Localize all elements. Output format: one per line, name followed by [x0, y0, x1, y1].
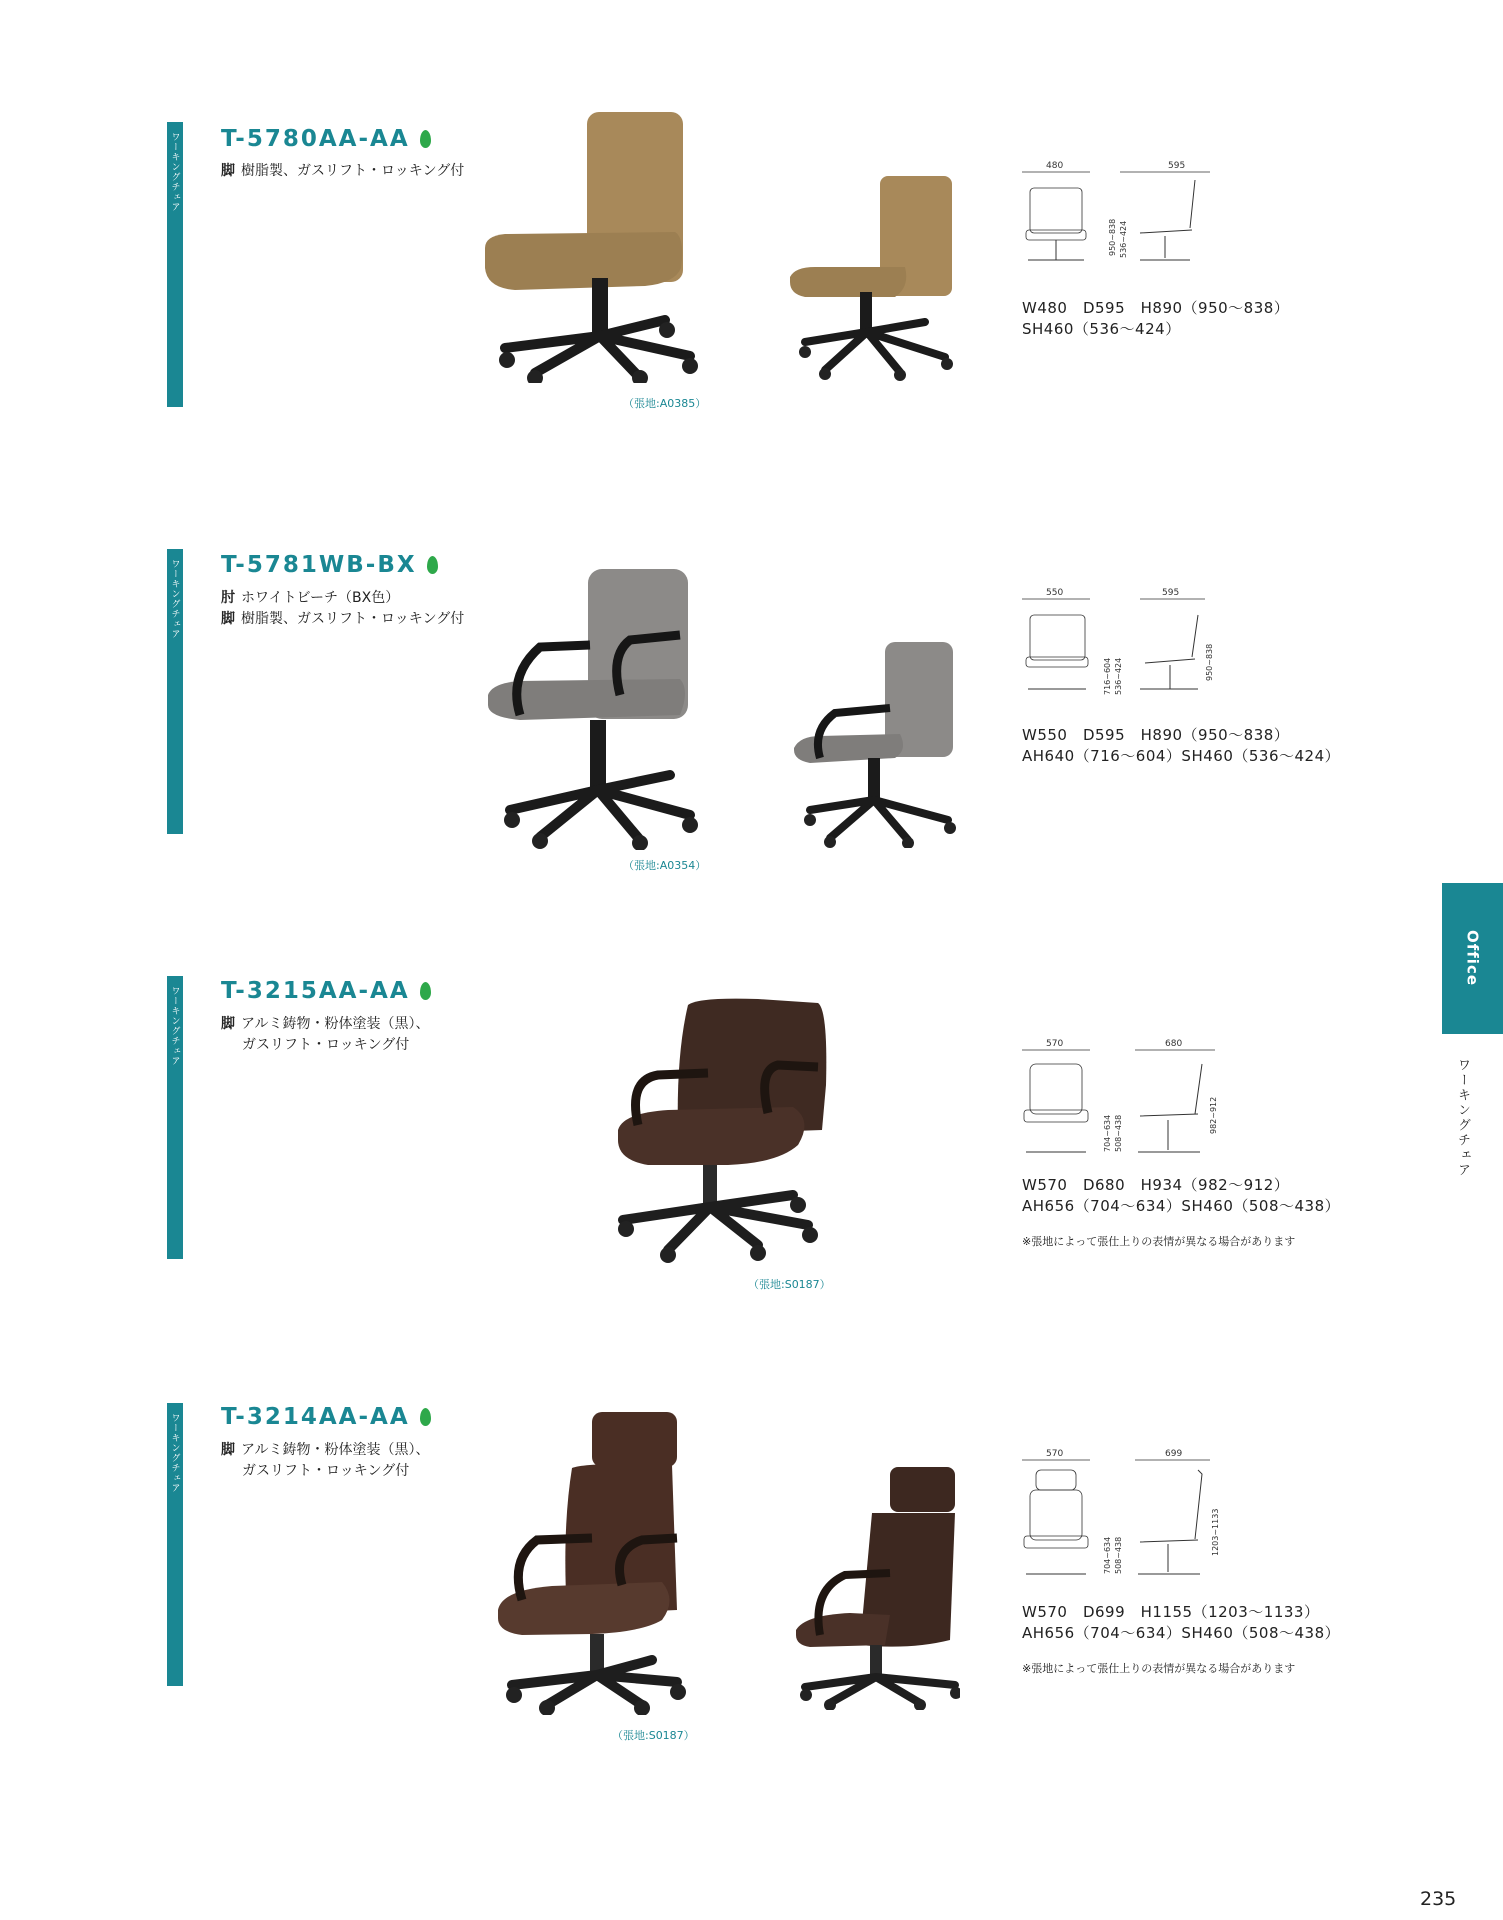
spec-line: 脚 樹脂製、ガスリフト・ロッキング付: [221, 163, 465, 179]
category-label: ワーキングチェア: [169, 559, 180, 639]
spec-line: 脚 アルミ鋳物・粉体塗装（黒）、 ガスリフト・ロッキング付: [221, 1016, 430, 1053]
chair-photo-front: [492, 1410, 692, 1715]
vertical-dim-label: 704~634: [1103, 1114, 1112, 1152]
fabric-note: ※張地によって張仕上りの表情が異なる場合があります: [1022, 1662, 1296, 1675]
vertical-dim-label: 1203~1133: [1211, 1508, 1220, 1556]
vertical-dim-label: 950~838: [1108, 218, 1117, 256]
office-section-tab[interactable]: [1442, 883, 1503, 1034]
chair-photo-angle: [790, 638, 960, 848]
dimensions-line: W570 D699 H1155（1203～1133）: [1022, 1603, 1320, 1621]
dimensions: [1022, 298, 1289, 340]
page-number: 235: [1420, 1888, 1457, 1910]
width-label: 570: [1046, 1449, 1064, 1459]
vertical-dim-label: 982~912: [1209, 1096, 1218, 1134]
dimensions: [1022, 1602, 1340, 1644]
spec-line: 肘 ホワイトビーチ（BX色）: [221, 590, 400, 606]
section-category-label: ワーキングチェア: [1455, 1058, 1470, 1178]
dimension-drawing: [1020, 1034, 1230, 1164]
chair-photo: [608, 995, 833, 1265]
spec-block: [221, 161, 464, 182]
depth-label: 595: [1162, 588, 1180, 598]
vertical-dim-label: 508~438: [1114, 1536, 1123, 1574]
category-label: ワーキングチェア: [169, 986, 180, 1066]
chair-photo-angle: [785, 172, 960, 382]
chair-photo-back: [790, 1465, 960, 1710]
model-number: T-5780AA-AA: [221, 126, 431, 152]
vertical-dim-label: 704~634: [1103, 1536, 1112, 1574]
chair-photo-front: [480, 565, 710, 850]
office-tab-label: Office: [1463, 930, 1482, 987]
fabric-note: ※張地によって張仕上りの表情が異なる場合があります: [1022, 1235, 1296, 1248]
dimensions: [1022, 725, 1340, 767]
dimensions-line: AH640（716～604）SH460（536～424）: [1022, 747, 1341, 765]
spec-block: [221, 1440, 429, 1482]
dimensions: [1022, 1175, 1340, 1217]
dimensions-line: AH656（704～634）SH460（508～438）: [1022, 1624, 1341, 1642]
category-sidebar: [167, 122, 183, 407]
dimensions-line: W550 D595 H890（950～838）: [1022, 726, 1290, 744]
vertical-dim-label: 536~424: [1114, 657, 1123, 695]
category-sidebar: [167, 976, 183, 1259]
vertical-dim-label: 508~438: [1114, 1114, 1123, 1152]
depth-label: 699: [1165, 1449, 1183, 1459]
width-label: 570: [1046, 1039, 1064, 1049]
dimensions-line: W570 D680 H934（982～912）: [1022, 1176, 1290, 1194]
model-number: T-3214AA-AA: [221, 1404, 431, 1430]
vertical-dim-label: 716~604: [1103, 657, 1112, 695]
model-number: T-5781WB-BX: [221, 552, 438, 578]
fabric-code: （張地:A0385）: [623, 397, 707, 410]
spec-line: 脚 アルミ鋳物・粉体塗装（黒）、 ガスリフト・ロッキング付: [221, 1442, 430, 1479]
depth-label: 680: [1165, 1039, 1183, 1049]
dimension-drawing: [1020, 158, 1220, 278]
vertical-dim-label: 536~424: [1119, 220, 1128, 258]
model-number: T-3215AA-AA: [221, 978, 431, 1004]
depth-label: 595: [1168, 161, 1186, 171]
category-sidebar: [167, 1403, 183, 1686]
eco-leaf-icon: [420, 1408, 431, 1426]
dimensions-line: AH656（704～634）SH460（508～438）: [1022, 1197, 1341, 1215]
dimension-drawing: [1020, 585, 1230, 715]
spec-block: [221, 588, 464, 630]
width-label: 550: [1046, 588, 1064, 598]
spec-line: 脚 樹脂製、ガスリフト・ロッキング付: [221, 611, 465, 627]
dimensions-line: W480 D595 H890（950～838）: [1022, 299, 1290, 317]
vertical-dim-label: 950~838: [1205, 643, 1214, 681]
spec-block: [221, 1014, 429, 1056]
dimension-drawing: [1020, 1444, 1230, 1589]
eco-leaf-icon: [420, 982, 431, 1000]
width-label: 480: [1046, 161, 1064, 171]
eco-leaf-icon: [420, 130, 431, 148]
dimensions-line: SH460（536～424）: [1022, 320, 1181, 338]
fabric-code: （張地:S0187）: [612, 1729, 695, 1742]
eco-leaf-icon: [427, 556, 438, 574]
category-sidebar: [167, 549, 183, 834]
chair-photo-front: [475, 108, 715, 383]
category-label: ワーキングチェア: [169, 1413, 180, 1493]
fabric-code: （張地:A0354）: [623, 859, 707, 872]
category-label: ワーキングチェア: [169, 132, 180, 212]
fabric-code: （張地:S0187）: [748, 1278, 831, 1291]
